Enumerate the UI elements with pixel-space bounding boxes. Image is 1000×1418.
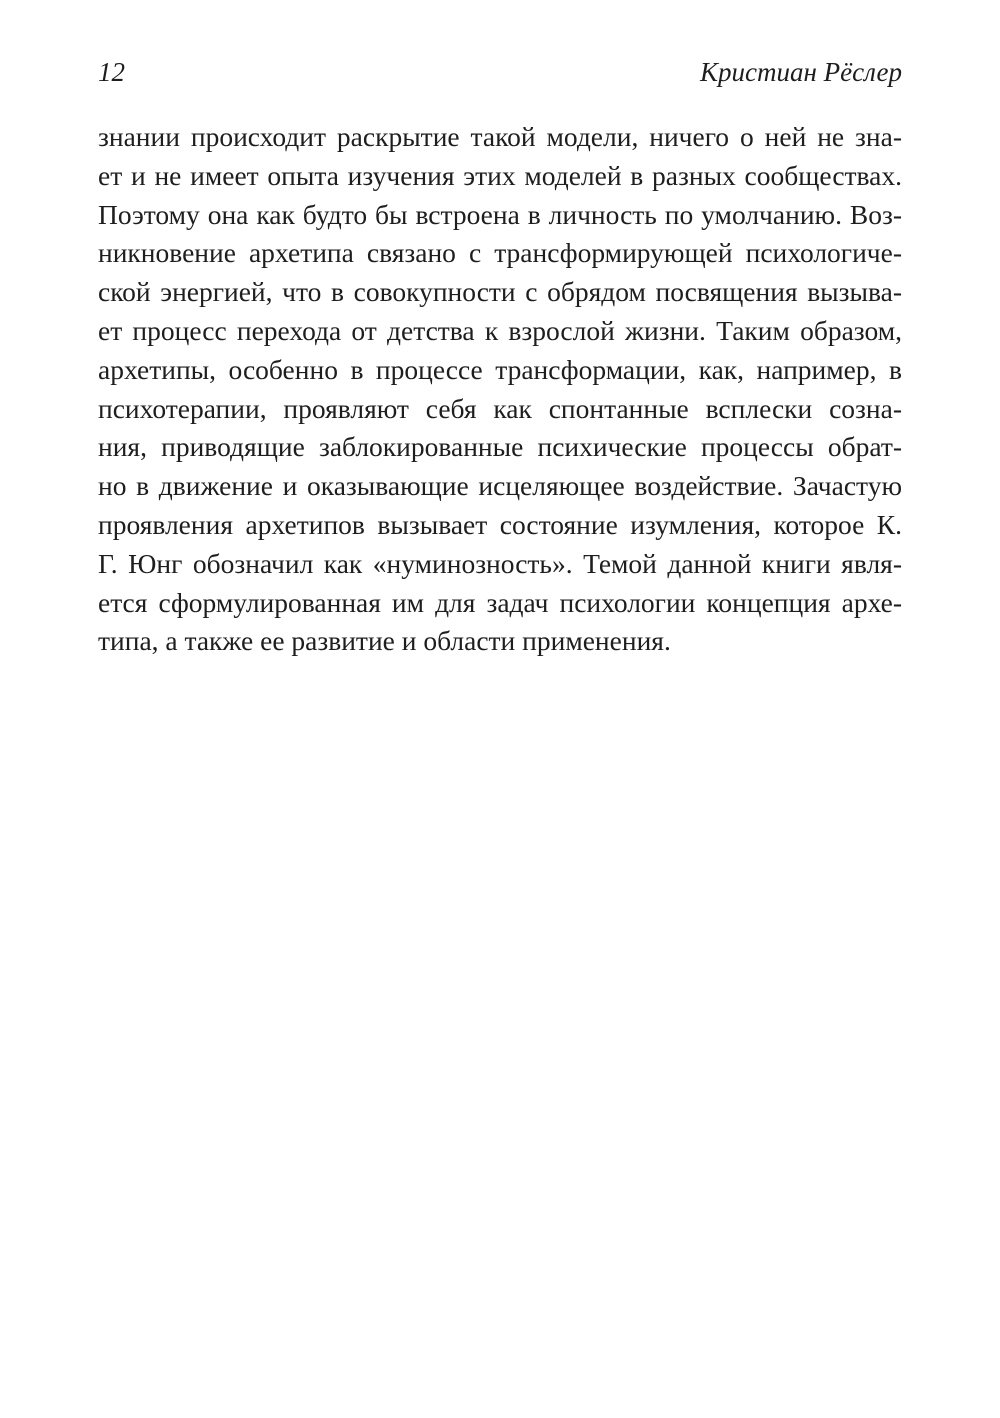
text-line: ет и не имеет опыта изучения этих моделей в разных сообществах. [98, 159, 902, 191]
text-line: ет процесс перехода от детства к взрослой жизни. Таким образом, [98, 314, 902, 346]
body-paragraph [98, 118, 902, 661]
text-line: ния, приводящие заблокированные психические процессы обрат- [98, 431, 902, 463]
running-head-author: Кристиан Рёслер [700, 57, 902, 87]
text-line: ется сформулированная им для задач психологии концепция архе- [98, 586, 902, 618]
text-line: Поэтому она как будто бы встроена в личность по умолчанию. Воз- [98, 198, 902, 230]
text-line: никновение архетипа связано с трансформирующей психологиче- [98, 237, 902, 269]
text-line: ской энергией, что в совокупности с обрядом посвящения вызыва- [98, 276, 902, 308]
text-line: но в движение и оказывающие исцеляющее воздействие. Зачастую [98, 470, 902, 502]
text-line: архетипы, особенно в процессе трансформации, как, например, в [98, 353, 902, 385]
text-line: психотерапии, проявляют себя как спонтанные всплески созна- [98, 392, 902, 424]
text-line: знании происходит раскрытие такой модели, ничего о ней не зна- [98, 121, 902, 152]
text-line: проявления архетипов вызывает состояние изумления, которое К. [98, 508, 902, 540]
text-line: типа, а также ее развитие и области применения. [98, 625, 671, 657]
text-line: Г. Юнг обозначил как «нуминозность». Темой данной книги явля- [98, 547, 902, 579]
page-number: 12 [98, 57, 125, 87]
